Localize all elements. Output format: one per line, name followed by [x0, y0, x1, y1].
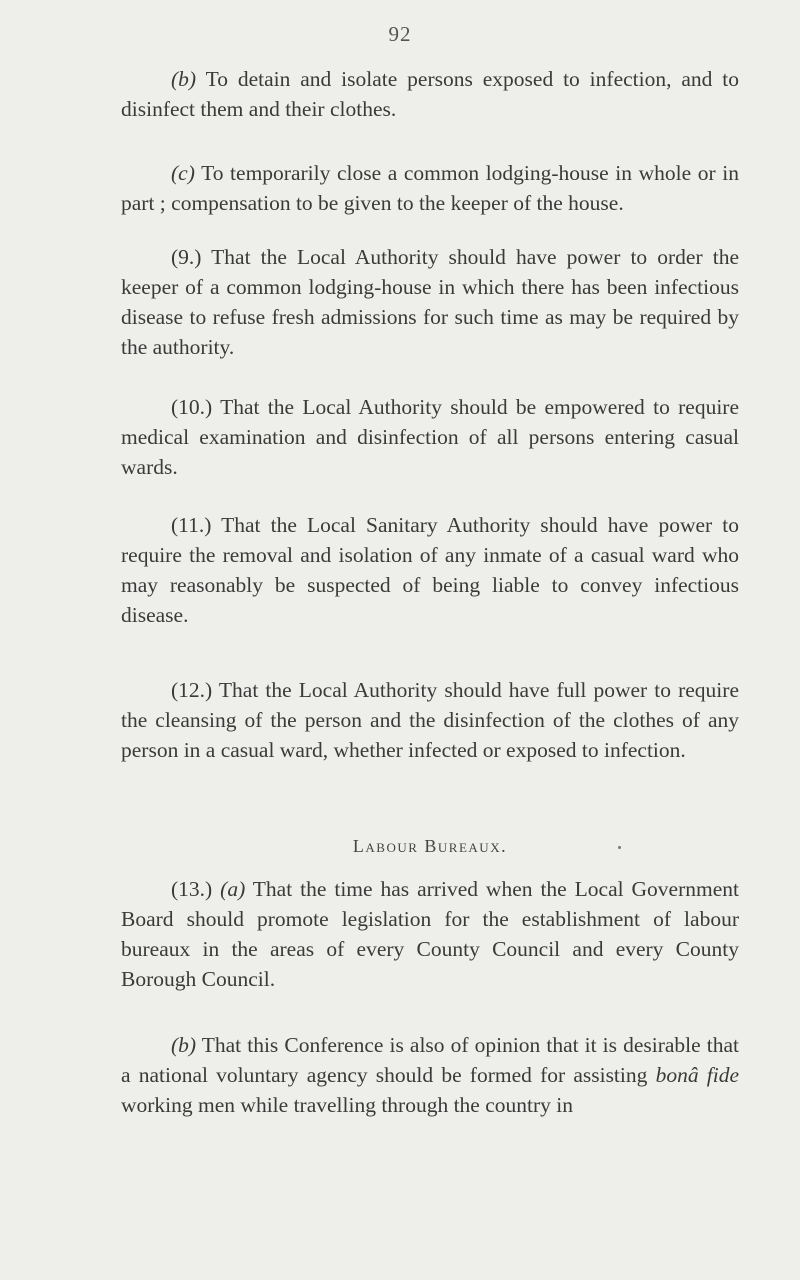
item-label: (10.)	[171, 395, 213, 419]
item-label: (c)	[171, 161, 195, 185]
paragraph-text: That the Local Authority should have power to order the keeper of a common lodging-house in which there has been infectious disease to refuse fresh admissions for such time as may be required by the authority.	[121, 245, 739, 359]
paragraph-11	[121, 510, 739, 630]
item-label: (11.)	[171, 513, 212, 537]
paragraph-text: To temporarily close a common lodging-house in whole or in part ; compensation to be given to the keeper of the house.	[121, 161, 739, 215]
paragraph-b-detain	[121, 64, 739, 124]
stray-mark	[618, 846, 621, 849]
paragraph-text: To detain and isolate persons exposed to infection, and to disinfect them and their clothes.	[121, 67, 739, 121]
page-number: 92	[388, 22, 412, 46]
section-heading: Labour Bureaux.	[352, 836, 508, 856]
item-sublabel: (a)	[220, 877, 246, 901]
item-label: (9.)	[171, 245, 202, 269]
paragraph-12	[121, 675, 739, 765]
paragraph-text: That this Conference is also of opinion that it is desirable that a national voluntary agency should be formed for assisting	[121, 1033, 739, 1087]
paragraph-text: That the Local Authority should have full power to require the cleansing of the person and the disinfection of the clothes of any person in a casual ward, whether infected or exposed to infection.	[121, 678, 739, 762]
paragraph-10	[121, 392, 739, 482]
item-label: (b)	[171, 1033, 197, 1057]
paragraph-text-end: working men while travelling through the country in	[121, 1093, 574, 1117]
paragraph-text: That the Local Authority should be empowered to require medical examination and disinfection of all persons entering casual wards.	[121, 395, 739, 479]
item-label: (12.)	[171, 678, 213, 702]
paragraph-13a	[121, 874, 739, 994]
item-label: (b)	[171, 67, 197, 91]
paragraph-text: That the time has arrived when the Local Government Board should promote legislation for the establishment of labour bureaux in the areas of every County Council and every County Borough Council.	[121, 877, 740, 991]
paragraph-c-close-lodging	[121, 158, 739, 218]
item-label: (13.)	[171, 877, 213, 901]
paragraph-9	[121, 242, 739, 362]
italic-phrase: bonâ fide	[655, 1063, 739, 1087]
paragraph-13b	[121, 1030, 739, 1120]
paragraph-text: That the Local Sanitary Authority should have power to require the removal and isolation of any inmate of a casual ward who may reasonably be suspected of being liable to convey infectious disease.	[121, 513, 739, 627]
